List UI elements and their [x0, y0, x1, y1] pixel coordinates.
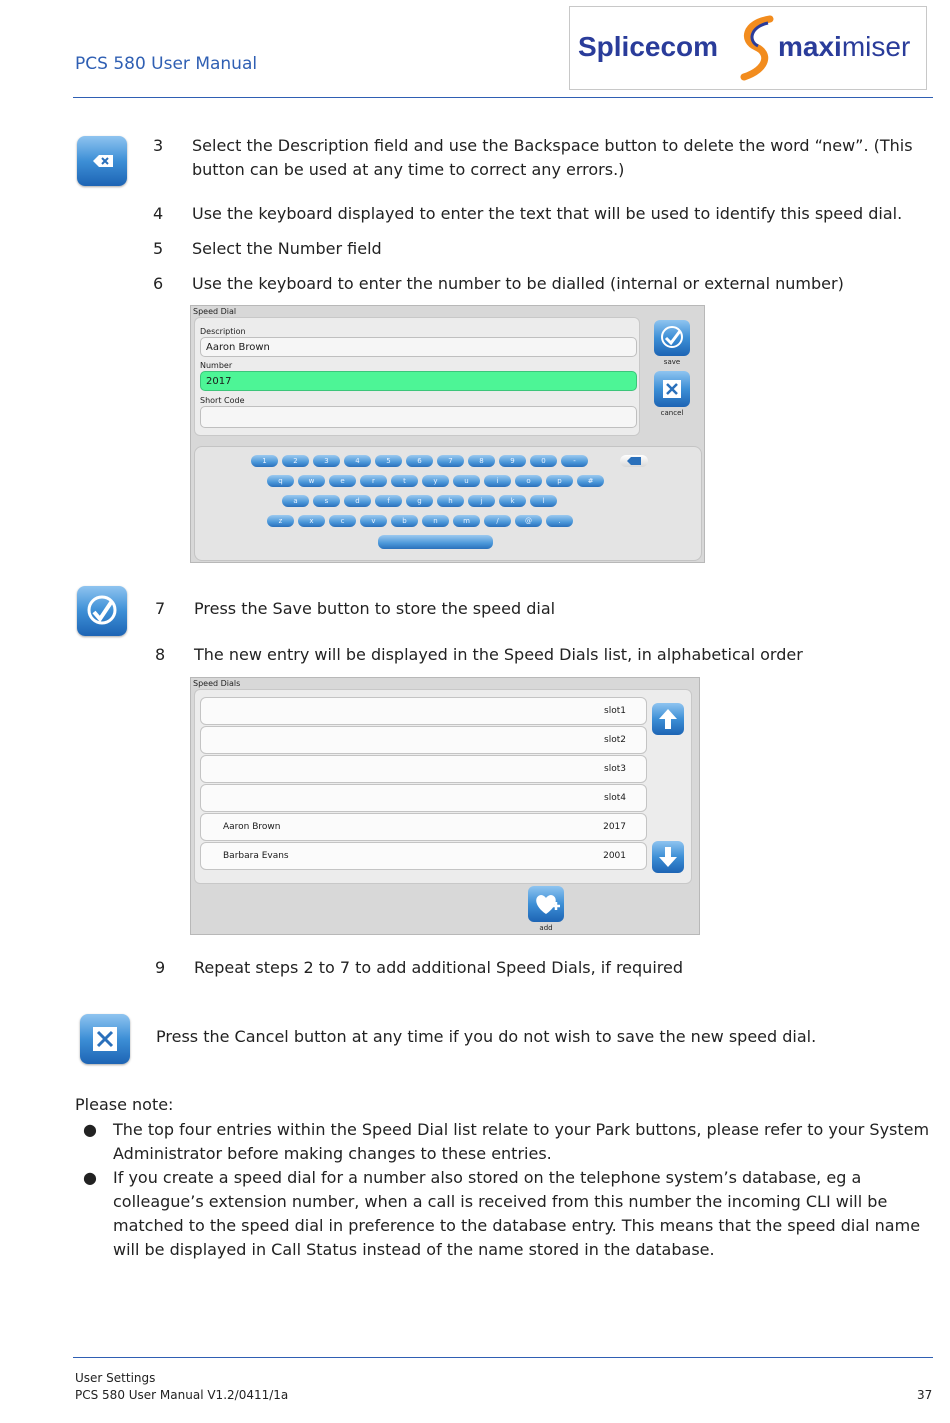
note-bullet-text: If you create a speed dial for a number also stored on the telephone system’s database, eg a colleague’s extension number, when a call is received from this number the incoming CLI will be matched to the speed dial in preference to the database entry. This means that the speed dial name will be displayed in Call Status instead of the name stored in the database.: [113, 1168, 921, 1259]
key[interactable]: e: [329, 475, 356, 487]
logo-s-swoosh: [738, 13, 778, 83]
arrow-down-icon[interactable]: [652, 841, 684, 873]
speed-dial-row[interactable]: [200, 755, 647, 783]
step-text: Use the keyboard displayed to enter the text that will be used to identify this speed dial.: [192, 204, 903, 223]
speed-dial-name: Barbara Evans: [223, 851, 289, 861]
key[interactable]: 5: [375, 455, 402, 467]
step-number: 5: [153, 239, 164, 258]
key[interactable]: s: [313, 495, 340, 507]
note-bullet-text: The top four entries within the Speed Dial list relate to your Park buttons, please refer to your System Administrator before making changes to these entries.: [113, 1120, 930, 1163]
key[interactable]: 0: [530, 455, 557, 467]
key[interactable]: g: [406, 495, 433, 507]
space-key[interactable]: [378, 535, 493, 549]
speed-dial-row[interactable]: [200, 813, 647, 841]
key[interactable]: 4: [344, 455, 371, 467]
step-text: Use the keyboard to enter the number to be dialled (internal or external number): [192, 274, 844, 293]
description-label: Description: [200, 327, 246, 336]
speed-dial-title: Speed Dial: [193, 307, 237, 316]
key[interactable]: p: [546, 475, 573, 487]
step-text: Press the Save button to store the speed dial: [194, 599, 556, 618]
key[interactable]: r: [360, 475, 387, 487]
short-code-label: Short Code: [200, 396, 245, 405]
key[interactable]: 6: [406, 455, 433, 467]
step-text: Select the Description field and use the Backspace button to delete the word “new”. (This button can be used at any time to correct any errors.): [192, 136, 913, 179]
save-icon: [77, 586, 127, 636]
key[interactable]: l: [530, 495, 557, 507]
key[interactable]: .: [546, 515, 573, 527]
step-number: 7: [155, 599, 166, 618]
logo-miser: miser: [841, 31, 911, 62]
save-label: save: [663, 358, 681, 366]
key[interactable]: n: [422, 515, 449, 527]
step-text: The new entry will be displayed in the Speed Dials list, in alphabetical order: [194, 645, 803, 664]
footer-rule: [73, 1357, 933, 1358]
key[interactable]: 3: [313, 455, 340, 467]
note-bullet: [75, 1166, 930, 1262]
speed-dial-number: slot3: [604, 764, 626, 774]
step-number: 6: [153, 274, 164, 293]
key[interactable]: q: [267, 475, 294, 487]
splicecom-maximiser-logo: [569, 6, 927, 90]
speed-dial-form-screenshot: [190, 305, 705, 563]
cancel-note: Press the Cancel button at any time if you do not wish to save the new speed dial.: [156, 1027, 817, 1046]
key[interactable]: b: [391, 515, 418, 527]
logo-maximiser-text: [778, 31, 910, 63]
bullet-dot: ●: [83, 1120, 97, 1139]
key[interactable]: i: [484, 475, 511, 487]
speed-dial-row[interactable]: [200, 842, 647, 870]
short-code-field[interactable]: [200, 406, 637, 428]
number-label: Number: [200, 361, 233, 370]
speed-dials-panel: [194, 689, 692, 884]
speed-dial-fields-panel: [194, 317, 640, 436]
cancel-label: cancel: [660, 409, 684, 417]
cancel-icon: [80, 1014, 130, 1064]
speed-dial-row[interactable]: [200, 784, 647, 812]
speed-dial-name: Aaron Brown: [223, 822, 281, 832]
speed-dial-number: slot4: [604, 793, 626, 803]
speed-dials-title: Speed Dials: [193, 679, 241, 688]
key[interactable]: y: [422, 475, 449, 487]
step-number: 9: [155, 958, 166, 977]
note-bullet: [75, 1118, 930, 1166]
speed-dial-row[interactable]: [200, 726, 647, 754]
key[interactable]: #: [577, 475, 604, 487]
key[interactable]: 1: [251, 455, 278, 467]
bullet-dot: ●: [83, 1168, 97, 1187]
key[interactable]: @: [515, 515, 542, 527]
key[interactable]: d: [344, 495, 371, 507]
backspace-icon: [77, 136, 127, 186]
add-label: add: [539, 924, 553, 932]
key[interactable]: w: [298, 475, 325, 487]
logo-maxi: maxi: [778, 31, 842, 62]
step-number: 3: [153, 136, 164, 155]
key[interactable]: v: [360, 515, 387, 527]
page-number: 37: [917, 1388, 933, 1402]
cancel-icon[interactable]: [654, 371, 690, 407]
key[interactable]: 7: [437, 455, 464, 467]
description-field[interactable]: Aaron Brown: [200, 337, 637, 357]
key[interactable]: /: [484, 515, 511, 527]
step-text: Select the Number field: [192, 239, 382, 258]
key[interactable]: f: [375, 495, 402, 507]
key[interactable]: -: [561, 455, 588, 467]
speed-dial-row[interactable]: [200, 697, 647, 725]
logo-splicecom-text: Splicecom: [578, 31, 719, 62]
key[interactable]: k: [499, 495, 526, 507]
key[interactable]: a: [282, 495, 309, 507]
speed-dials-list-screenshot: [190, 677, 700, 935]
speed-dial-number: 2001: [603, 851, 626, 861]
add-icon[interactable]: [528, 886, 564, 922]
note-title: Please note:: [75, 1095, 174, 1114]
key[interactable]: o: [515, 475, 542, 487]
key[interactable]: 8: [468, 455, 495, 467]
header-rule: [73, 97, 933, 98]
step-text: Repeat steps 2 to 7 to add additional Speed Dials, if required: [194, 958, 683, 977]
key[interactable]: m: [453, 515, 480, 527]
key[interactable]: u: [453, 475, 480, 487]
key[interactable]: x: [298, 515, 325, 527]
step-number: 4: [153, 204, 164, 223]
backspace-key[interactable]: [620, 455, 648, 467]
key[interactable]: c: [329, 515, 356, 527]
speed-dial-number: slot1: [604, 706, 626, 716]
on-screen-keyboard: [194, 446, 702, 561]
arrow-up-icon[interactable]: [652, 703, 684, 735]
manual-title: PCS 580 User Manual: [75, 54, 258, 74]
key[interactable]: t: [391, 475, 418, 487]
key[interactable]: z: [267, 515, 294, 527]
key[interactable]: 2: [282, 455, 309, 467]
save-icon[interactable]: [654, 320, 690, 356]
number-field[interactable]: 2017: [200, 371, 637, 391]
note-bullets: [75, 1118, 930, 1262]
key[interactable]: 9: [499, 455, 526, 467]
speed-dial-number: 2017: [603, 822, 626, 832]
footer-section: User Settings: [75, 1371, 156, 1385]
key[interactable]: h: [437, 495, 464, 507]
key[interactable]: j: [468, 495, 495, 507]
footer-doc: PCS 580 User Manual V1.2/0411/1a: [75, 1388, 289, 1402]
step-number: 8: [155, 645, 166, 664]
speed-dial-number: slot2: [604, 735, 626, 745]
